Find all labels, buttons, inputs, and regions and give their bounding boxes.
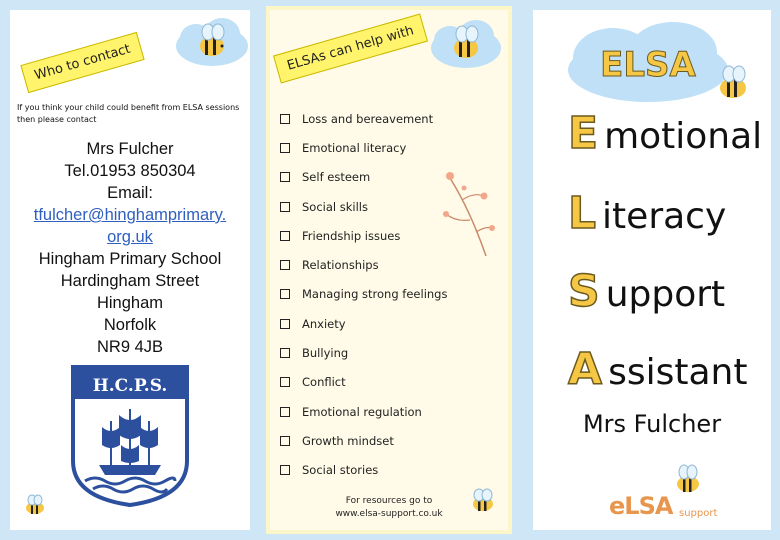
- crest-text: H.C.P.S.: [92, 376, 168, 396]
- cloud-bee-icon: [172, 12, 250, 72]
- email-label: Email:: [107, 184, 153, 202]
- list-item: Bullying: [280, 338, 447, 367]
- help-topics-list: [280, 104, 447, 485]
- checkbox-icon: [280, 377, 290, 387]
- checkbox-icon: [280, 436, 290, 446]
- elsa-support-logo: eLSA: [609, 492, 673, 520]
- checkbox-icon: [280, 231, 290, 241]
- list-item: Managing strong feelings: [280, 280, 447, 309]
- contact-panel: [10, 10, 250, 530]
- list-item: Social skills: [280, 192, 447, 221]
- address-line: Norfolk: [103, 316, 157, 334]
- checkbox-icon: [280, 202, 290, 212]
- list-item: Self esteem: [280, 163, 447, 192]
- list-item: Conflict: [280, 368, 447, 397]
- checkbox-icon: [280, 289, 290, 299]
- list-item: Anxiety: [280, 309, 447, 338]
- list-item: Emotional regulation: [280, 397, 447, 426]
- acronym-word-support: S upport: [568, 266, 726, 317]
- resources-link[interactable]: www.elsa-support.co.uk: [335, 509, 443, 519]
- acronym-word-assistant: A ssistant: [568, 344, 748, 395]
- contact-name: Mrs Fulcher: [86, 140, 174, 158]
- elsas-can-help-tag: ELSAs can help with: [273, 13, 428, 83]
- bee-icon: [671, 462, 705, 496]
- list-item: Emotional literacy: [280, 133, 447, 162]
- address-line: Hardingham Street: [60, 272, 200, 290]
- contact-details: [10, 138, 250, 358]
- contact-phone: Tel.01953 850304: [64, 162, 196, 180]
- elsa-cloud-title: [563, 18, 733, 110]
- small-bee-icon: [20, 492, 50, 518]
- who-to-contact-tag: Who to contact: [20, 32, 144, 93]
- cloud-title-text: ELSA: [600, 45, 696, 85]
- acronym-word-literacy: L iteracy: [568, 188, 727, 239]
- acronym-word-emotional: E motional: [568, 108, 763, 159]
- help-topics-panel: [270, 10, 508, 530]
- list-item: Growth mindset: [280, 426, 447, 455]
- resources-text: For resources go to www.elsa-support.co.uk: [270, 495, 508, 521]
- checkbox-icon: [280, 260, 290, 270]
- small-bee-icon: [466, 486, 500, 516]
- contact-intro-text: If you think your child could benefit from ELSA sessions then please contact: [17, 103, 240, 124]
- email-link-line2[interactable]: org.uk: [107, 228, 153, 246]
- elsa-support-logo-sub: support: [679, 508, 718, 519]
- address-line: Hingham: [96, 294, 164, 312]
- email-link-line1[interactable]: tfulcher@hinghamprimary.: [33, 206, 227, 224]
- checkbox-icon: [280, 465, 290, 475]
- checkbox-icon: [280, 319, 290, 329]
- list-item: Social stories: [280, 456, 447, 485]
- flower-branch-icon: [440, 170, 496, 260]
- checkbox-icon: [280, 143, 290, 153]
- cloud-bee-icon: [426, 14, 504, 74]
- checkbox-icon: [280, 114, 290, 124]
- elsa-name: Mrs Fulcher: [582, 410, 722, 438]
- school-crest-logo: [71, 365, 189, 507]
- list-item: Friendship issues: [280, 221, 447, 250]
- list-item: Relationships: [280, 250, 447, 279]
- list-item: Loss and bereavement: [280, 104, 447, 133]
- checkbox-icon: [280, 407, 290, 417]
- checkbox-icon: [280, 348, 290, 358]
- checkbox-icon: [280, 172, 290, 182]
- bee-icon: [713, 62, 753, 102]
- address-line: Hingham Primary School: [38, 250, 222, 268]
- address-line: NR9 4JB: [96, 338, 164, 356]
- cover-panel: [533, 10, 771, 530]
